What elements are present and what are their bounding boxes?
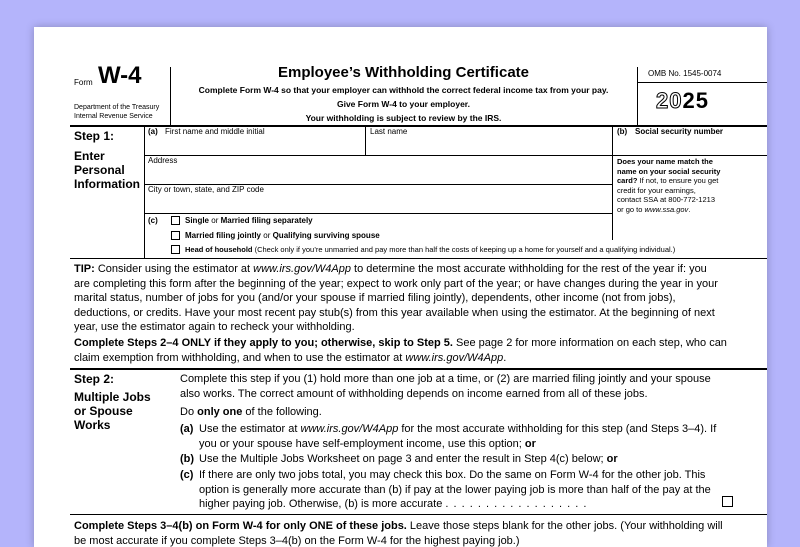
- ssa-note-line3-rest: If not, to ensure you get: [637, 176, 718, 185]
- head-of-household-label-bold: Head of household: [185, 245, 253, 254]
- form-title: Employee’s Withholding Certificate: [170, 64, 637, 81]
- step1-title: Step 1:: [74, 129, 114, 143]
- omb-divider: [637, 82, 767, 83]
- option-a-text1: Use the estimator at: [199, 423, 301, 435]
- ssa-note-line3: [617, 176, 720, 186]
- option-a-text2: for the most accurate withholding for this step (and Steps 3–4). If: [398, 423, 716, 435]
- ssn-field[interactable]: [613, 137, 767, 154]
- step2-subtitle-2: or Spouse: [74, 404, 133, 418]
- tip-line3: marital status, number of jobs for you (and/or your spouse if married filing jointly), dependents, other income (not from jobs),: [74, 291, 764, 306]
- steps-note-line2-a: claim exemption from withholding, and when to use the estimator at: [74, 352, 405, 364]
- single-label-or: or: [209, 216, 221, 225]
- tip-paragraph: [74, 262, 764, 335]
- ssa-note-card: card?: [617, 176, 637, 185]
- bottom-note-line1: [74, 519, 764, 534]
- marker-a: (a): [148, 127, 158, 136]
- two-jobs-checkbox[interactable]: [722, 496, 733, 507]
- first-name-field[interactable]: [145, 137, 364, 154]
- steps-note-line2: [74, 351, 764, 366]
- estimator-link-steps[interactable]: www.irs.gov/W4App: [405, 352, 503, 364]
- ssa-note-line6-suffix: .: [688, 205, 690, 214]
- step2-marker-c: (c): [180, 468, 193, 483]
- ssa-note-line4: credit for your earnings,: [617, 186, 720, 196]
- address-label: Address: [148, 156, 177, 165]
- ssa-note: [617, 157, 720, 214]
- step2-marker-a: (a): [180, 422, 193, 437]
- bottom-note-rest: Leave those steps blank for the other jobs. (Your withholding will: [407, 520, 723, 532]
- married-jointly-label: [185, 231, 380, 240]
- department-line1: Department of the Treasury: [74, 104, 159, 111]
- estimator-link-step2[interactable]: www.irs.gov/W4App: [301, 423, 399, 435]
- bottom-note-bold: Complete Steps 3–4(b) on Form W-4 for only ONE of these jobs.: [74, 520, 407, 532]
- estimator-link-tip[interactable]: www.irs.gov/W4App: [253, 263, 351, 275]
- step2-top-rule: [70, 368, 767, 370]
- step2-bottom-rule: [70, 514, 767, 515]
- option-c-line2: option is generally more accurate than (b) if pay at the lower paying job is more than half of the pay at the: [199, 483, 764, 498]
- tax-year: [656, 88, 709, 114]
- tip-line2: are completing this form after the beginning of the year; expect to work only part of the year; or have changes during the year in your: [74, 277, 764, 292]
- steps-note: [74, 336, 764, 365]
- step2-intro: [180, 372, 760, 401]
- step2-option-a: [199, 422, 764, 451]
- last-name-label: Last name: [370, 127, 407, 136]
- option-a-or: or: [525, 438, 536, 450]
- ssa-link[interactable]: www.ssa.gov: [645, 205, 689, 214]
- tax-year-outline: 20: [656, 88, 682, 113]
- option-a-text3: you or your spouse have self-employment income, use this option;: [199, 438, 525, 450]
- step2-title: Step 2:: [74, 372, 114, 386]
- tip-line5: year, use the estimator again to recheck your withholding.: [74, 320, 764, 335]
- ssa-note-line2: name on your social security: [617, 167, 720, 177]
- option-c-line3-text: higher paying job. Otherwise, (b) is more accurate: [199, 498, 442, 510]
- head-of-household-label: [185, 245, 675, 254]
- address-field[interactable]: [145, 166, 611, 183]
- step2-option-a-line2: [199, 437, 764, 452]
- single-label: [185, 216, 313, 225]
- step1-subtitle-1: Enter: [74, 149, 105, 163]
- bottom-note: [74, 519, 764, 547]
- head-of-household-note: (Check only if you’re unmarried and pay more than half the costs of keeping up a home for yourself and a qualifying individual.): [253, 245, 676, 254]
- step2-option-b: [199, 452, 618, 467]
- form-number: W-4: [98, 62, 142, 90]
- married-jointly-label-or: or: [261, 231, 273, 240]
- form-subtitle-1: Complete Form W-4 so that your employer can withhold the correct federal income tax from your pay.: [170, 85, 637, 95]
- tip-line4: deductions, or credits. Have your most recent pay stub(s) from this year available when using the estimator. At the beginning of next: [74, 306, 764, 321]
- option-b-or: or: [607, 453, 618, 465]
- bottom-note-line2: be most accurate if you complete Steps 3–4(b) on the Form W-4 for the highest paying job.): [74, 534, 764, 547]
- form-subtitle-3: Your withholding is subject to review by the IRS.: [170, 113, 637, 123]
- option-b-text: Use the Multiple Jobs Worksheet on page 3 and enter the result in Step 4(c) below;: [199, 453, 607, 465]
- step2-subtitle-1: Multiple Jobs: [74, 390, 151, 404]
- city-rule: [144, 213, 612, 214]
- married-jointly-label-a: Married filing jointly: [185, 231, 261, 240]
- tax-year-solid: 25: [682, 88, 708, 113]
- ssn-label: Social security number: [635, 127, 723, 136]
- do-only-one-c: of the following.: [242, 406, 322, 418]
- ssa-note-line1: Does your name match the: [617, 157, 720, 167]
- marker-c: (c): [148, 216, 158, 225]
- tip-line1: [74, 262, 764, 277]
- married-jointly-label-b: Qualifying surviving spouse: [273, 231, 380, 240]
- marker-b: (b): [617, 127, 627, 136]
- step2-option-c: [199, 468, 764, 512]
- head-of-household-checkbox[interactable]: [171, 245, 180, 254]
- step2-intro-line1: Complete this step if you (1) hold more than one job at a time, or (2) are married filing jointly and your spouse: [180, 372, 760, 387]
- single-checkbox[interactable]: [171, 216, 180, 225]
- form-prefix: Form: [74, 78, 93, 88]
- step2-subtitle-3: Works: [74, 418, 110, 432]
- steps-note-rest: See page 2 for more information on each step, who can: [453, 337, 727, 349]
- do-only-one-b: only one: [197, 406, 242, 418]
- steps-note-line2-c: .: [503, 352, 506, 364]
- single-label-a: Single: [185, 216, 209, 225]
- form-page: [34, 27, 767, 547]
- name-row-rule: [144, 155, 767, 156]
- city-label: City or town, state, and ZIP code: [148, 185, 264, 194]
- ssa-note-line6: [617, 205, 720, 215]
- omb-number: OMB No. 1545-0074: [648, 69, 721, 78]
- ssa-note-line6-prefix: or go to: [617, 205, 645, 214]
- step2-intro-line2: also works. The correct amount of withholding depends on income earned from all of these jobs.: [180, 387, 760, 402]
- first-name-label: First name and middle initial: [165, 127, 265, 136]
- department-line2: Internal Revenue Service: [74, 113, 153, 120]
- step1-bottom-rule: [70, 258, 767, 259]
- option-c-line3: [199, 497, 764, 512]
- step2-option-a-line1: [199, 422, 764, 437]
- last-name-field[interactable]: [366, 137, 611, 154]
- step2-do-only-one: [180, 405, 322, 420]
- do-only-one-a: Do: [180, 406, 197, 418]
- tip-line1-c: to determine the most accurate withholding for the rest of the year if: you: [351, 263, 707, 275]
- single-label-b: Married filing separately: [221, 216, 313, 225]
- option-c-leader-dots: . . . . . . . . . . . . . . . . . .: [445, 498, 587, 510]
- city-field[interactable]: [145, 195, 611, 212]
- option-c-line1: If there are only two jobs total, you may check this box. Do the same on Form W-4 for the other job. This: [199, 468, 764, 483]
- form-subtitle-2: Give Form W-4 to your employer.: [170, 99, 637, 109]
- ssa-note-line5: contact SSA at 800-772-1213: [617, 195, 720, 205]
- married-jointly-checkbox[interactable]: [171, 231, 180, 240]
- tip-label: TIP:: [74, 263, 95, 275]
- step1-subtitle-2: Personal: [74, 163, 125, 177]
- tip-line1-a: Consider using the estimator at: [95, 263, 253, 275]
- step2-marker-b: (b): [180, 452, 194, 467]
- step1-subtitle-3: Information: [74, 177, 140, 191]
- header-divider-right: [637, 67, 638, 125]
- steps-note-line1: [74, 336, 764, 351]
- steps-note-bold: Complete Steps 2–4 ONLY if they apply to you; otherwise, skip to Step 5.: [74, 337, 453, 349]
